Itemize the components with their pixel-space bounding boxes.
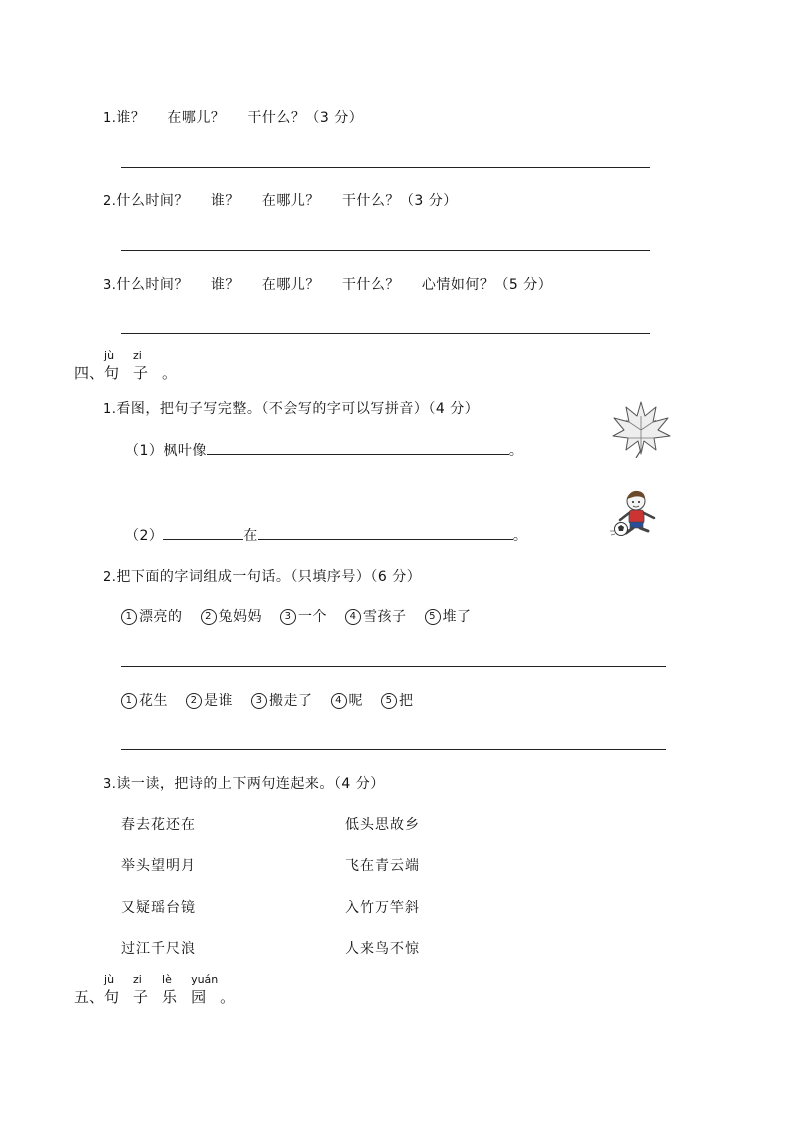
answer-line-1[interactable] [121,167,650,168]
prompt-where: 在哪儿？ [167,110,226,126]
pinyin: zi [133,973,142,986]
prompt-when: 什么时间？ [116,277,189,293]
option-item: 4 雪孩子 [345,609,407,625]
option-item: 3 搬走了 [251,693,313,709]
section-5-heading: 五、 jù 句 zi 子 lè 乐 yuán 园 。 [74,973,236,1006]
prompt-what: 干什么？ [341,193,400,209]
ruby-yuan: yuán 园 [191,973,219,1006]
option-item: 1 漂亮的 [121,609,183,625]
prompt-what: 干什么？ [247,110,306,126]
score: （5 分） [494,277,553,293]
prompt-what: 干什么？ [341,277,400,293]
question-number: 3. [103,278,117,293]
answer-line-3[interactable] [121,333,650,334]
ruby-ju: jù 句 [104,973,120,1006]
question-3 [103,274,552,294]
circled-number: 4 [331,693,347,709]
blank-input[interactable] [258,538,513,540]
prompt-where: 在哪儿？ [261,277,320,293]
circled-number: 5 [425,609,441,625]
answer-line-4-2a[interactable] [121,666,666,667]
circled-number: 5 [381,693,397,709]
instruction: 读一读，把诗的上下两句连起来。（4 分） [116,776,385,792]
poem-right-2[interactable]: 飞在青云端 [345,858,420,874]
score: （3 分） [305,110,364,126]
word-group-a [121,606,490,626]
fill-line-1: （1）枫叶像 。 [125,443,524,459]
prompt-where: 在哪儿？ [261,193,320,209]
score: （3 分） [399,193,458,209]
pinyin: jù [104,349,115,362]
prompt-when: 什么时间？ [116,193,189,209]
circled-number: 2 [201,609,217,625]
question-1 [103,107,363,127]
pinyin: yuán [191,973,219,986]
prompt-who: 谁？ [116,110,146,126]
poem-right-3[interactable]: 入竹万竿斜 [345,900,420,916]
ruby-le: lè 乐 [162,973,178,1006]
pinyin: jù [104,973,115,986]
circled-number: 3 [280,609,296,625]
option-item: 2 兔妈妈 [201,609,263,625]
subquestion-4-2: 2.把下面的字词组成一句话。（只填序号）（6 分） [103,569,422,585]
poem-right-4[interactable]: 人来鸟不惊 [345,941,420,957]
subquestion-4-3: 3.读一读，把诗的上下两句连起来。（4 分） [103,776,385,792]
poem-right-1[interactable]: 低头思故乡 [345,817,420,833]
section-4-heading: 四、 jù 句 zi 子 。 [74,349,178,382]
prompt-who: 谁？ [210,193,240,209]
instruction: 把下面的字词组成一句话。（只填序号）（6 分） [116,569,422,585]
poem-left-1[interactable]: 春去花还在 [121,817,196,833]
option-item: 5 堆了 [425,609,472,625]
option-item: 5 把 [381,693,414,709]
maple-leaf-icon [610,398,672,458]
option-item: 4 呢 [331,693,364,709]
option-item: 1 花生 [121,693,168,709]
instruction: 看图，把句子写完整。（不会写的字可以写拼音）（4 分） [116,401,480,417]
option-item: 2 是谁 [186,693,233,709]
option-item: 3 一个 [280,609,327,625]
pinyin: zi [133,349,142,362]
circled-number: 4 [345,609,361,625]
fill-line-2: （2） 在 。 [125,528,528,544]
question-number: 1. [103,111,117,126]
pinyin: lè [162,973,172,986]
circled-number: 1 [121,693,137,709]
ruby-zi: zi 子 [133,349,149,382]
subquestion-4-1: 1.看图，把句子写完整。（不会写的字可以写拼音）（4 分） [103,401,480,417]
section-number: 四、 [74,364,105,382]
answer-line-2[interactable] [121,250,650,251]
blank-input[interactable] [163,538,243,540]
section-number: 五、 [74,988,105,1006]
answer-line-4-2b[interactable] [121,749,666,750]
blank-input[interactable] [207,453,509,455]
prompt-mood: 心情如何？ [421,277,495,293]
ruby-zi: zi 子 [133,973,149,1006]
circled-number: 1 [121,609,137,625]
word-group-b [121,690,432,710]
circled-number: 2 [186,693,202,709]
poem-left-4[interactable]: 过江千尺浪 [121,941,196,957]
poem-left-2[interactable]: 举头望明月 [121,858,196,874]
circled-number: 3 [251,693,267,709]
boy-kicking-ball-icon [606,487,666,543]
prompt-who: 谁？ [210,277,240,293]
ruby-ju: jù 句 [104,349,120,382]
poem-left-3[interactable]: 又疑瑶台镜 [121,900,196,916]
question-2 [103,190,458,210]
question-number: 2. [103,194,117,209]
